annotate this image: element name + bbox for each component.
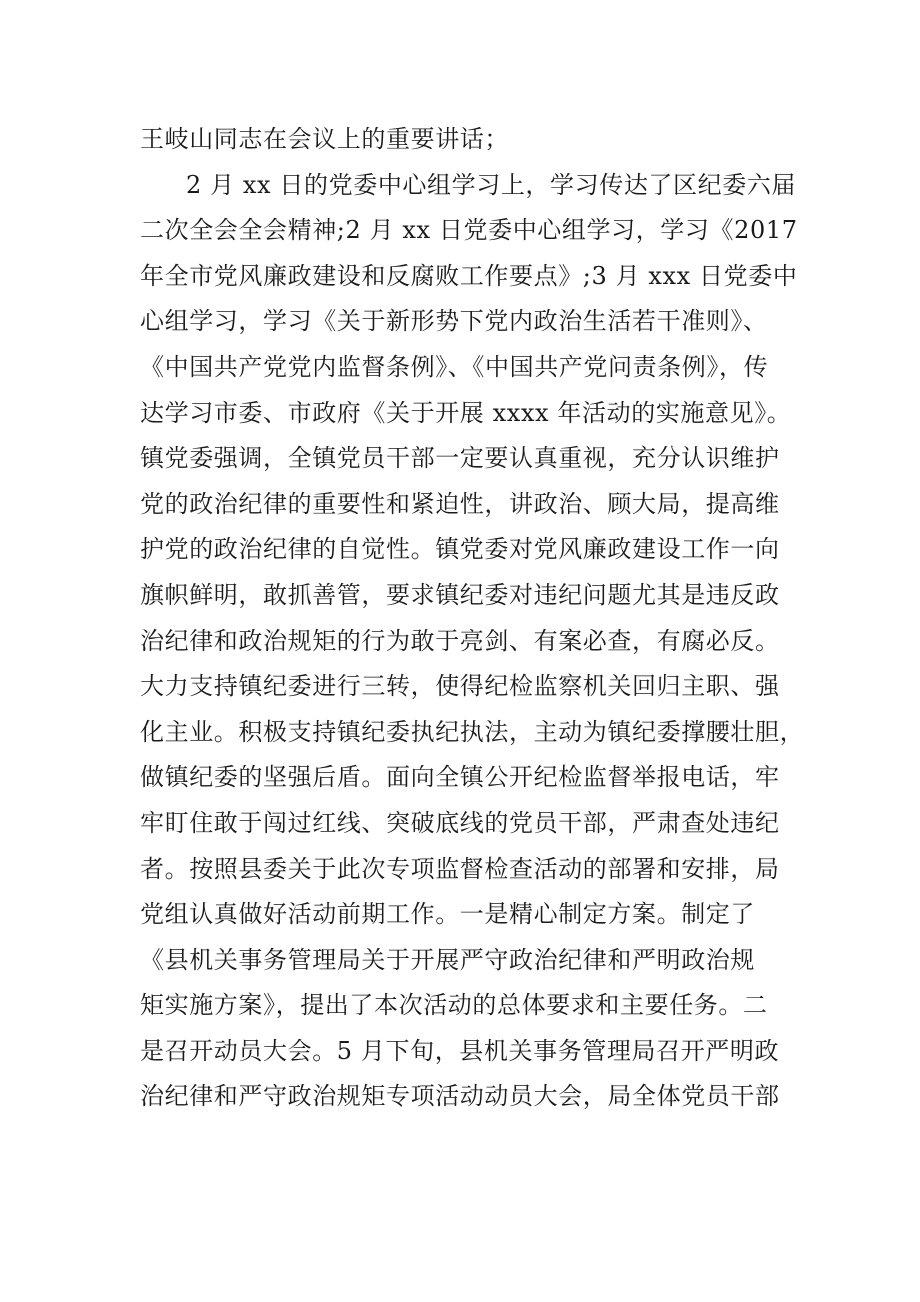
text-line: 《中国共产党党内监督条例》、《中国共产党问责条例》，传 [140,352,769,381]
text-line: 达学习市委、市政府《关于开展 xxxx 年活动的实施意见》。 [140,398,792,427]
text-line: 旗帜鲜明，敢抓善管，要求镇纪委对违纪问题尤其是违反政 [140,580,780,609]
text-line: 镇党委强调，全镇党员干部一定要认真重视，充分认识维护 [140,444,780,473]
text-line: 王岐山同志在会议上的重要讲话； [140,125,509,153]
text-line: 2 月 xx 日的党委中心组学习上，学习传达了区纪委六届 [186,170,797,199]
text-line: 矩实施方案》，提出了本次活动的总体要求和主要任务。二 [140,991,768,1020]
body-text [140,117,805,1120]
text-line: 党的政治纪律的重要性和紧迫性，讲政治、顾大局，提高维 [140,489,780,518]
text-line: 大力支持镇纪委进行三转，使得纪检监察机关回归主职、强 [140,672,780,701]
text-line: 二次全会全会精神;2 月 xx 日党委中心组学习，学习《2017 [140,216,798,245]
text-line: 治纪律和严守政治规矩专项活动动员大会，局全体党员干部 [140,1082,780,1111]
text-line: 护党的政治纪律的自觉性。镇党委对党风廉政建设工作一向 [140,535,780,564]
text-line: 是召开动员大会。5 月下旬，县机关事务管理局召开严明政 [140,1036,780,1065]
text-line: 做镇纪委的坚强后盾。面向全镇公开纪检监督举报电话，牢 [140,763,780,792]
text-line: 牢盯住敢于闯过红线、突破底线的党员干部，严肃查处违纪 [140,808,780,837]
text-line: 党组认真做好活动前期工作。一是精心制定方案。制定了 [140,900,755,929]
text-line: 《县机关事务管理局关于开展严守政治纪律和严明政治规 [140,945,755,974]
text-line: 治纪律和政治规矩的行为敢于亮剑、有案必查，有腐必反。 [140,626,780,655]
text-line: 心组学习，学习《关于新形势下党内政治生活若干准则》、 [140,307,768,336]
text-line: 化主业。积极支持镇纪委执纪执法，主动为镇纪委撑腰壮胆， [140,717,805,746]
text-line: 者。按照县委关于此次专项监督检查活动的部署和安排，局 [140,854,780,883]
text-line: 年全市党风廉政建设和反腐败工作要点》;3 月 xxx 日党委中 [140,261,798,290]
